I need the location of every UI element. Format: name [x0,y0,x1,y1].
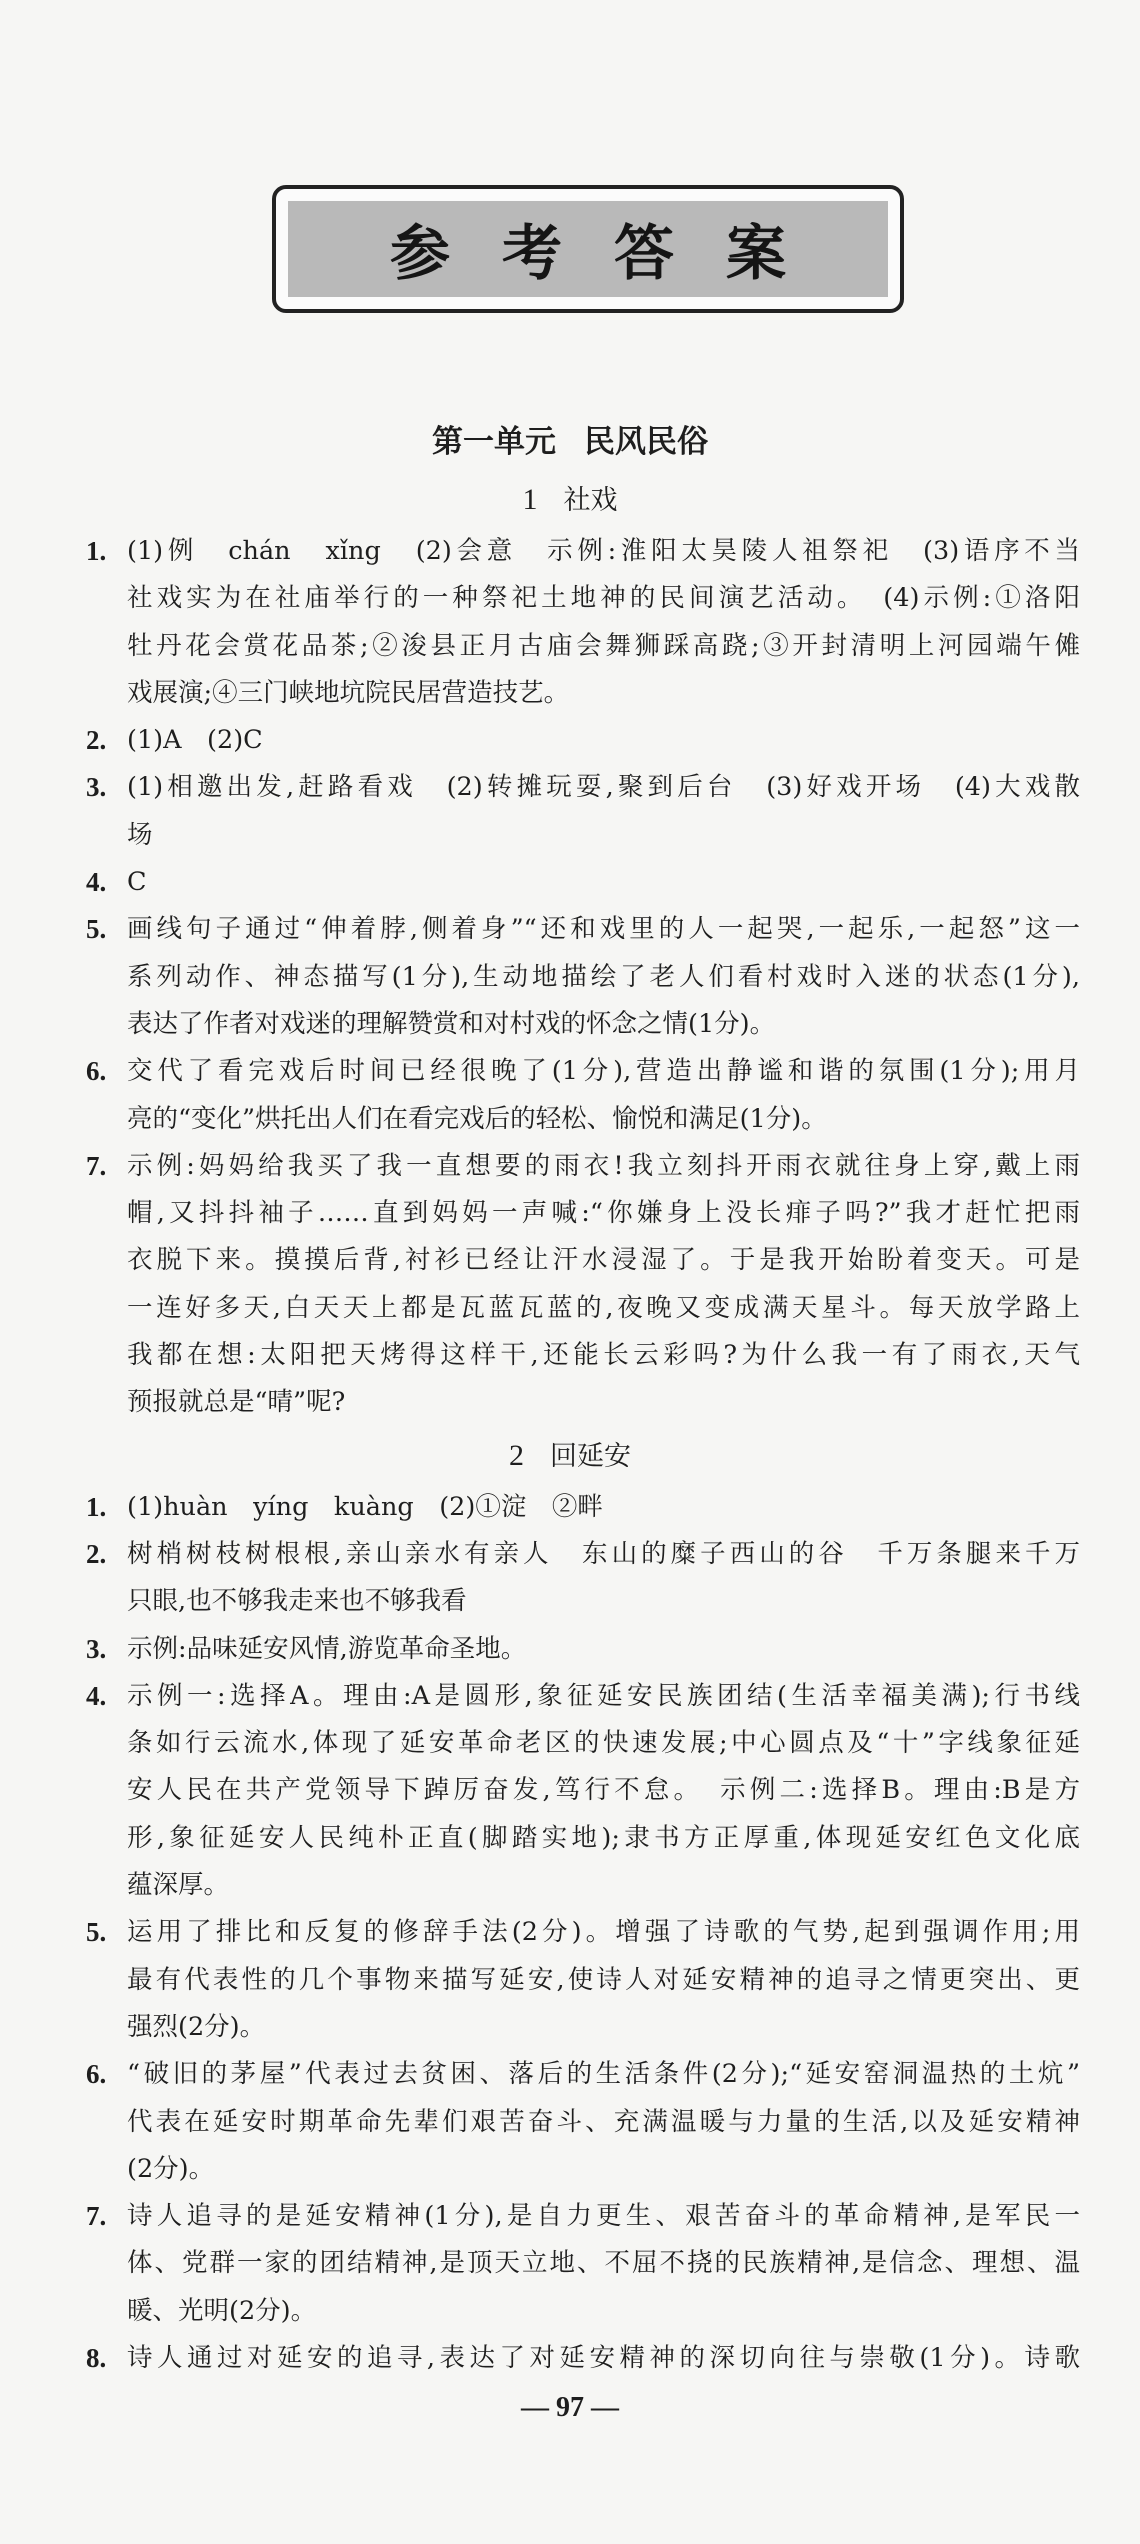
answer-number: 1. [86,1491,107,1522]
answer-text-line: (2分)。 [127,2153,215,2184]
answer-text-line: 最有代表性的几个事物来描写延安,使诗人对延安精神的追寻之情更突出、更 [127,1964,1080,1995]
answer-text-line: (1)相邀出发,赶路看戏 (2)转摊玩耍,聚到后台 (3)好戏开场 (4)大戏散 [127,772,1080,803]
answer-text-line: 代表在延安时期革命先辈们艰苦奋斗、充满温暖与力量的生活,以及延安精神 [127,2106,1080,2137]
answer-item [0,2051,1140,2193]
answer-text-line: 戏展演;④三门峡地坑院民居营造技艺。 [127,677,570,708]
answer-number: 4. [86,867,107,898]
answer-item [0,2193,1140,2335]
unit-theme: 民风民俗 [584,424,708,460]
answer-text-line: (1)A (2)C [127,725,263,756]
title-banner [288,201,888,297]
answer-text-line: 亮的“变化”烘托出人们在看完戏后的轻松、愉悦和满足(1分)。 [127,1103,827,1134]
section-number: 2 [509,1438,524,1472]
answer-text-line: 强烈(2分)。 [127,2011,266,2042]
answer-item [0,2335,1140,2382]
answer-text-line: 示例:妈妈给我买了我一直想要的雨衣!我立刻抖开雨衣就往身上穿,戴上雨 [127,1150,1080,1181]
answer-text-line: 树梢树枝树根根,亲山亲水有亲人 东山的糜子西山的谷 千万条腿来千万 [127,1538,1080,1569]
answer-text-line: 诗人追寻的是延安精神(1分),是自力更生、艰苦奋斗的革命精神,是军民一 [127,2201,1080,2232]
answer-number: 7. [86,2201,107,2232]
answer-text-line: (1)例 chán xǐng (2)会意 示例:淮阳太昊陵人祖祭祀 (3)语序不当 [127,536,1080,566]
answer-number: 5. [86,1917,107,1948]
answer-text-line: “破旧的茅屋”代表过去贫困、落后的生活条件(2分);“延安窑洞温热的土炕” [127,2059,1080,2090]
answer-text-line: (1)huàn yíng kuàng (2)①淀 ②畔 [127,1491,603,1522]
answer-text-line: 诗人通过对延安的追寻,表达了对延安精神的深切向往与崇敬(1分)。诗歌 [127,2342,1080,2373]
answer-number: 6. [86,2059,107,2090]
answer-text-line: 表达了作者对戏迷的理解赞赏和对村戏的怀念之情(1分)。 [127,1008,776,1039]
answer-number: 3. [86,1633,107,1664]
answer-number: 4. [86,1680,107,1711]
answer-text-line: 运用了排比和反复的修辞手法(2分)。增强了诗歌的气势,起到强调作用;用 [127,1917,1080,1948]
answer-item [0,906,1140,1048]
page-title: 参考答案 [390,219,838,289]
answer-text-line: 社戏实为在社庙举行的一种祭祀土地神的民间演艺活动。 (4)示例:①洛阳 [127,583,1080,614]
section-title: 回延安 [550,1440,631,1472]
answer-text-line: 体、党群一家的团结精神,是顶天立地、不屈不挠的民族精神,是信念、理想、温 [127,2248,1080,2279]
answer-item [0,1048,1140,1143]
answer-number: 7. [86,1150,107,1181]
answer-text-line: 形,象征延安人民纯朴正直(脚踏实地);隶书方正厚重,体现延安红色文化底 [127,1822,1080,1853]
answer-text-line: C [127,867,147,898]
answer-number: 8. [86,2342,107,2373]
answer-text-line: 帽,又抖抖袖子……直到妈妈一声喊:“你嫌身上没长痱子吗?”我才赶忙把雨 [127,1198,1080,1229]
answer-number: 1. [86,536,107,566]
answer-item [0,717,1140,764]
page-number: — 97 — [521,2392,619,2423]
answer-item [0,1673,1140,1909]
answer-number: 5. [86,914,107,945]
answer-text-line: 一连好多天,白天天上都是瓦蓝瓦蓝的,夜晚又变成满天星斗。每天放学路上 [127,1292,1080,1323]
answer-text-line: 预报就总是“晴”呢? [127,1387,346,1418]
answer-key-title-box [272,185,904,313]
answer-content [0,414,1140,2382]
unit-name: 第一单元 [432,424,556,460]
section-heading [0,1427,1140,1484]
answer-item [0,764,1140,859]
answer-number: 6. [86,1056,107,1087]
answer-text-line: 交代了看完戏后时间已经很晚了(1分),营造出静谧和谐的氛围(1分);用月 [127,1056,1080,1087]
answer-text-line: 系列动作、神态描写(1分),生动地描绘了老人们看村戏时入迷的状态(1分), [127,961,1080,992]
answer-text-line: 示例:品味延安风情,游览革命圣地。 [127,1633,527,1664]
answer-item [0,1484,1140,1531]
answer-text-line: 画线句子通过“伸着脖,侧着身”“还和戏里的人一起哭,一起乐,一起怒”这一 [127,914,1080,945]
answer-text-line: 只眼,也不够我走来也不够我看 [127,1586,467,1617]
answer-text-line: 场 [127,819,153,850]
answer-item [0,1143,1140,1427]
answer-item [0,528,1140,717]
answer-item [0,1531,1140,1626]
answer-item [0,859,1140,906]
section-number: 1 [522,483,538,516]
answer-number: 2. [86,725,107,756]
answer-number: 3. [86,772,107,803]
section-title: 社戏 [563,485,618,516]
answer-text-line: 牡丹花会赏花品茶;②浚县正月古庙会舞狮踩高跷;③开封清明上河园端午傩 [127,630,1080,661]
section-heading [0,471,1140,528]
answer-text-line: 我都在想:太阳把天烤得这样干,还能长云彩吗?为什么我一有了雨衣,天气 [127,1340,1080,1371]
answer-text-line: 蕴深厚。 [127,1870,230,1901]
answer-text-line: 安人民在共产党领导下踔厉奋发,笃行不怠。 示例二:选择B。理由:B是方 [127,1775,1080,1806]
unit-heading [0,414,1140,471]
answer-item [0,1909,1140,2051]
answer-text-line: 衣脱下来。摸摸后背,衬衫已经让汗水浸湿了。于是我开始盼着变天。可是 [127,1245,1080,1276]
answer-number: 2. [86,1538,107,1569]
answer-item [0,1626,1140,1673]
answer-text-line: 条如行云流水,体现了延安革命老区的快速发展;中心圆点及“十”字线象征延 [127,1728,1080,1759]
answer-text-line: 示例一:选择A。理由:A是圆形,象征延安民族团结(生活幸福美满);行书线 [127,1680,1080,1711]
answer-text-line: 暖、光明(2分)。 [127,2295,317,2326]
